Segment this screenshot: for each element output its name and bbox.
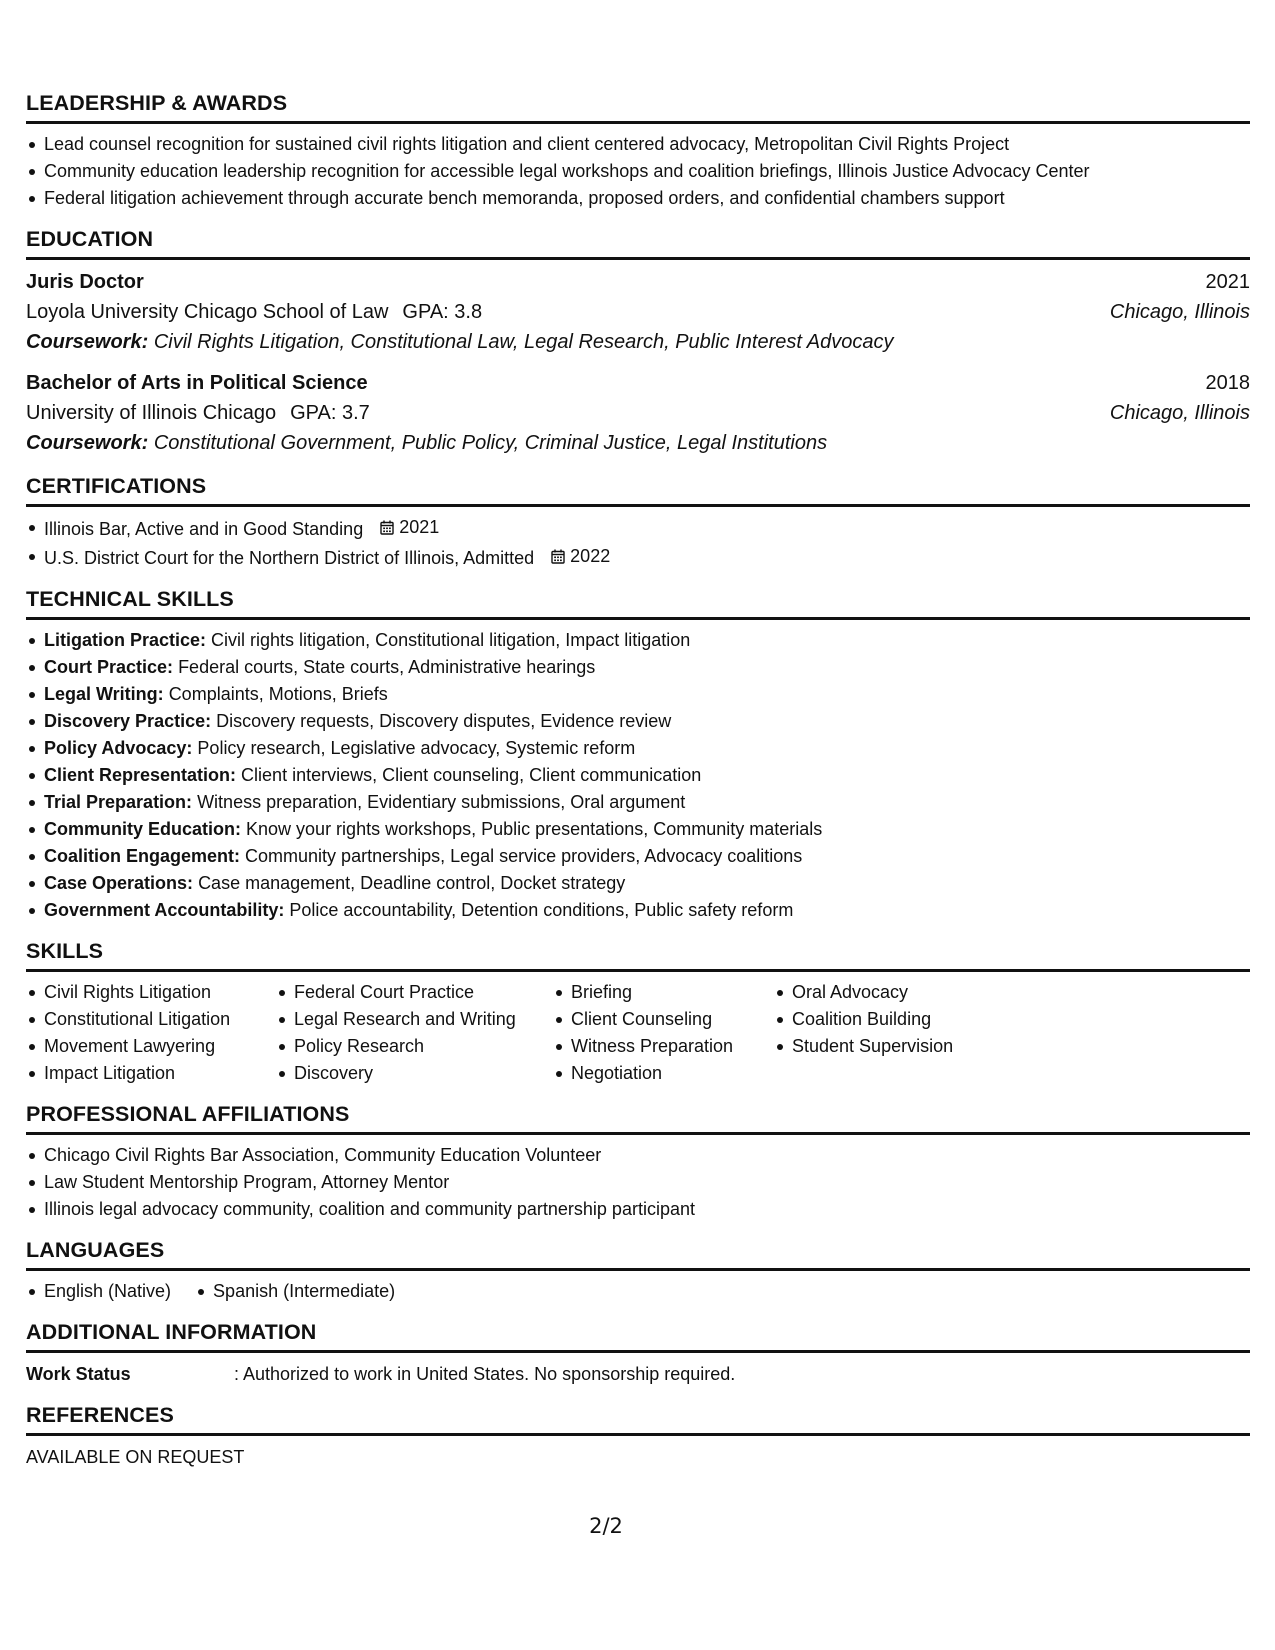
skill-category: Trial Preparation: — [44, 792, 193, 812]
skill-values: Community partnerships, Legal service providers, Advocacy coalitions — [245, 846, 803, 866]
section-heading: REFERENCES — [26, 1402, 1250, 1436]
calendar-icon — [380, 520, 394, 535]
section-heading: LANGUAGES — [26, 1237, 1250, 1271]
skill-category: Coalition Engagement: — [44, 846, 241, 866]
list-item — [44, 514, 1250, 543]
list-item: Lead counsel recognition for sustained civil rights litigation and client centered advocacy, Metropolitan Civil Rights Project — [44, 131, 1250, 158]
list-item: Briefing — [571, 979, 774, 1006]
list-item: Civil Rights Litigation — [44, 979, 276, 1006]
leadership-section — [26, 90, 1250, 212]
certification-date: 2022 — [570, 546, 611, 566]
list-item: Oral Advocacy — [792, 979, 992, 1006]
certification-date: 2021 — [399, 517, 440, 537]
affiliations-section — [26, 1101, 1250, 1223]
certification-name: U.S. District Court for the Northern District of Illinois, Admitted — [44, 548, 535, 568]
list-item: Negotiation — [571, 1060, 774, 1087]
skills-column — [276, 979, 553, 1087]
list-item: Student Supervision — [792, 1033, 992, 1060]
school-location: Chicago, Illinois — [1109, 301, 1250, 323]
list-item — [44, 708, 1250, 735]
skill-values: Know your rights workshops, Public presentations, Community materials — [246, 819, 823, 839]
list-item: Federal Court Practice — [294, 979, 553, 1006]
gpa: GPA: 3.7 — [290, 402, 370, 424]
education-section — [26, 226, 1250, 459]
skill-category: Client Representation: — [44, 765, 237, 785]
coursework — [26, 428, 1250, 459]
coursework — [26, 327, 1250, 358]
calendar-icon — [551, 549, 565, 564]
list-item — [44, 735, 1250, 762]
degree-title: Juris Doctor — [26, 271, 144, 293]
list-item — [44, 870, 1250, 897]
skill-values: Policy research, Legislative advocacy, Systemic reform — [197, 738, 636, 758]
skill-category: Policy Advocacy: — [44, 738, 193, 758]
affiliations-list — [26, 1142, 1250, 1223]
list-item: Coalition Building — [792, 1006, 992, 1033]
coursework-label: Coursework: — [26, 331, 149, 353]
certifications-section — [26, 473, 1250, 572]
skill-category: Community Education: — [44, 819, 241, 839]
skill-category: Litigation Practice: — [44, 630, 207, 650]
list-item: Policy Research — [294, 1033, 553, 1060]
section-heading: SKILLS — [26, 938, 1250, 972]
skill-values: Case management, Deadline control, Docket strategy — [198, 873, 626, 893]
skill-category: Legal Writing: — [44, 684, 164, 704]
list-item — [44, 897, 1250, 924]
info-row — [26, 1360, 1250, 1388]
list-item — [44, 843, 1250, 870]
education-entry — [26, 267, 1250, 358]
skills-column — [553, 979, 774, 1087]
certifications-list — [26, 514, 1250, 572]
leadership-list — [26, 131, 1250, 212]
gpa: GPA: 3.8 — [402, 301, 483, 323]
references-section — [26, 1402, 1250, 1471]
list-item — [44, 789, 1250, 816]
graduation-year: 2018 — [1205, 372, 1250, 394]
skills-column — [26, 979, 276, 1087]
school-name: University of Illinois Chicago — [26, 402, 277, 424]
technical-skills-list — [26, 627, 1250, 924]
list-item: Illinois legal advocacy community, coalition and community partnership participant — [44, 1196, 1250, 1223]
list-item: Witness Preparation — [571, 1033, 774, 1060]
list-item: Movement Lawyering — [44, 1033, 276, 1060]
languages-list — [26, 1278, 1250, 1305]
list-item: Impact Litigation — [44, 1060, 276, 1087]
section-heading: EDUCATION — [26, 226, 1250, 260]
info-label: Work Status — [26, 1364, 131, 1384]
list-item — [44, 816, 1250, 843]
section-heading: LEADERSHIP & AWARDS — [26, 90, 1250, 124]
list-item: Federal litigation achievement through accurate bench memoranda, proposed orders, and confidential chambers support — [44, 185, 1250, 212]
list-item — [44, 681, 1250, 708]
skill-values: Complaints, Motions, Briefs — [168, 684, 388, 704]
skill-values: Discovery requests, Discovery disputes, Evidence review — [216, 711, 672, 731]
list-item — [44, 627, 1250, 654]
list-item — [44, 654, 1250, 681]
section-heading: ADDITIONAL INFORMATION — [26, 1319, 1250, 1353]
degree-title: Bachelor of Arts in Political Science — [26, 372, 368, 394]
section-heading: PROFESSIONAL AFFILIATIONS — [26, 1101, 1250, 1135]
list-item: Legal Research and Writing — [294, 1006, 553, 1033]
languages-section — [26, 1237, 1250, 1305]
list-item: Community education leadership recognition for accessible legal workshops and coalition briefings, Illinois Justice Advocacy Center — [44, 158, 1250, 185]
certification-name: Illinois Bar, Active and in Good Standing — [44, 519, 364, 539]
list-item: Spanish (Intermediate) — [213, 1278, 395, 1305]
list-item — [44, 543, 1250, 572]
skills-section — [26, 938, 1250, 1087]
skill-values: Federal courts, State courts, Administrative hearings — [178, 657, 596, 677]
skill-category: Discovery Practice: — [44, 711, 212, 731]
list-item: Constitutional Litigation — [44, 1006, 276, 1033]
info-value: : Authorized to work in United States. No sponsorship required. — [234, 1364, 736, 1384]
skill-category: Case Operations: — [44, 873, 194, 893]
page-number: 2/2 — [589, 1514, 623, 1538]
list-item: Discovery — [294, 1060, 553, 1087]
skill-values: Client interviews, Client counseling, Client communication — [241, 765, 702, 785]
skill-values: Police accountability, Detention conditions, Public safety reform — [289, 900, 794, 920]
list-item: Chicago Civil Rights Bar Association, Community Education Volunteer — [44, 1142, 1250, 1169]
coursework-text: Civil Rights Litigation, Constitutional Law, Legal Research, Public Interest Advocacy — [153, 331, 894, 353]
resume-page — [26, 90, 1250, 1485]
education-entry — [26, 368, 1250, 459]
graduation-year: 2021 — [1205, 271, 1250, 293]
skills-grid — [26, 979, 1250, 1087]
skill-values: Civil rights litigation, Constitutional litigation, Impact litigation — [211, 630, 691, 650]
coursework-text: Constitutional Government, Public Policy, Criminal Justice, Legal Institutions — [153, 432, 828, 454]
list-item: English (Native) — [44, 1278, 171, 1305]
skill-values: Witness preparation, Evidentiary submissions, Oral argument — [197, 792, 686, 812]
section-heading: CERTIFICATIONS — [26, 473, 1250, 507]
school-name: Loyola University Chicago School of Law — [26, 301, 389, 323]
list-item: Law Student Mentorship Program, Attorney Mentor — [44, 1169, 1250, 1196]
skill-category: Government Accountability: — [44, 900, 285, 920]
references-text: AVAILABLE ON REQUEST — [26, 1447, 245, 1467]
skill-category: Court Practice: — [44, 657, 174, 677]
coursework-label: Coursework: — [26, 432, 149, 454]
technical-skills-section — [26, 586, 1250, 924]
additional-info-section — [26, 1319, 1250, 1388]
list-item — [44, 762, 1250, 789]
skills-column — [774, 979, 992, 1087]
list-item: Client Counseling — [571, 1006, 774, 1033]
school-location: Chicago, Illinois — [1109, 402, 1250, 424]
section-heading: TECHNICAL SKILLS — [26, 586, 1250, 620]
